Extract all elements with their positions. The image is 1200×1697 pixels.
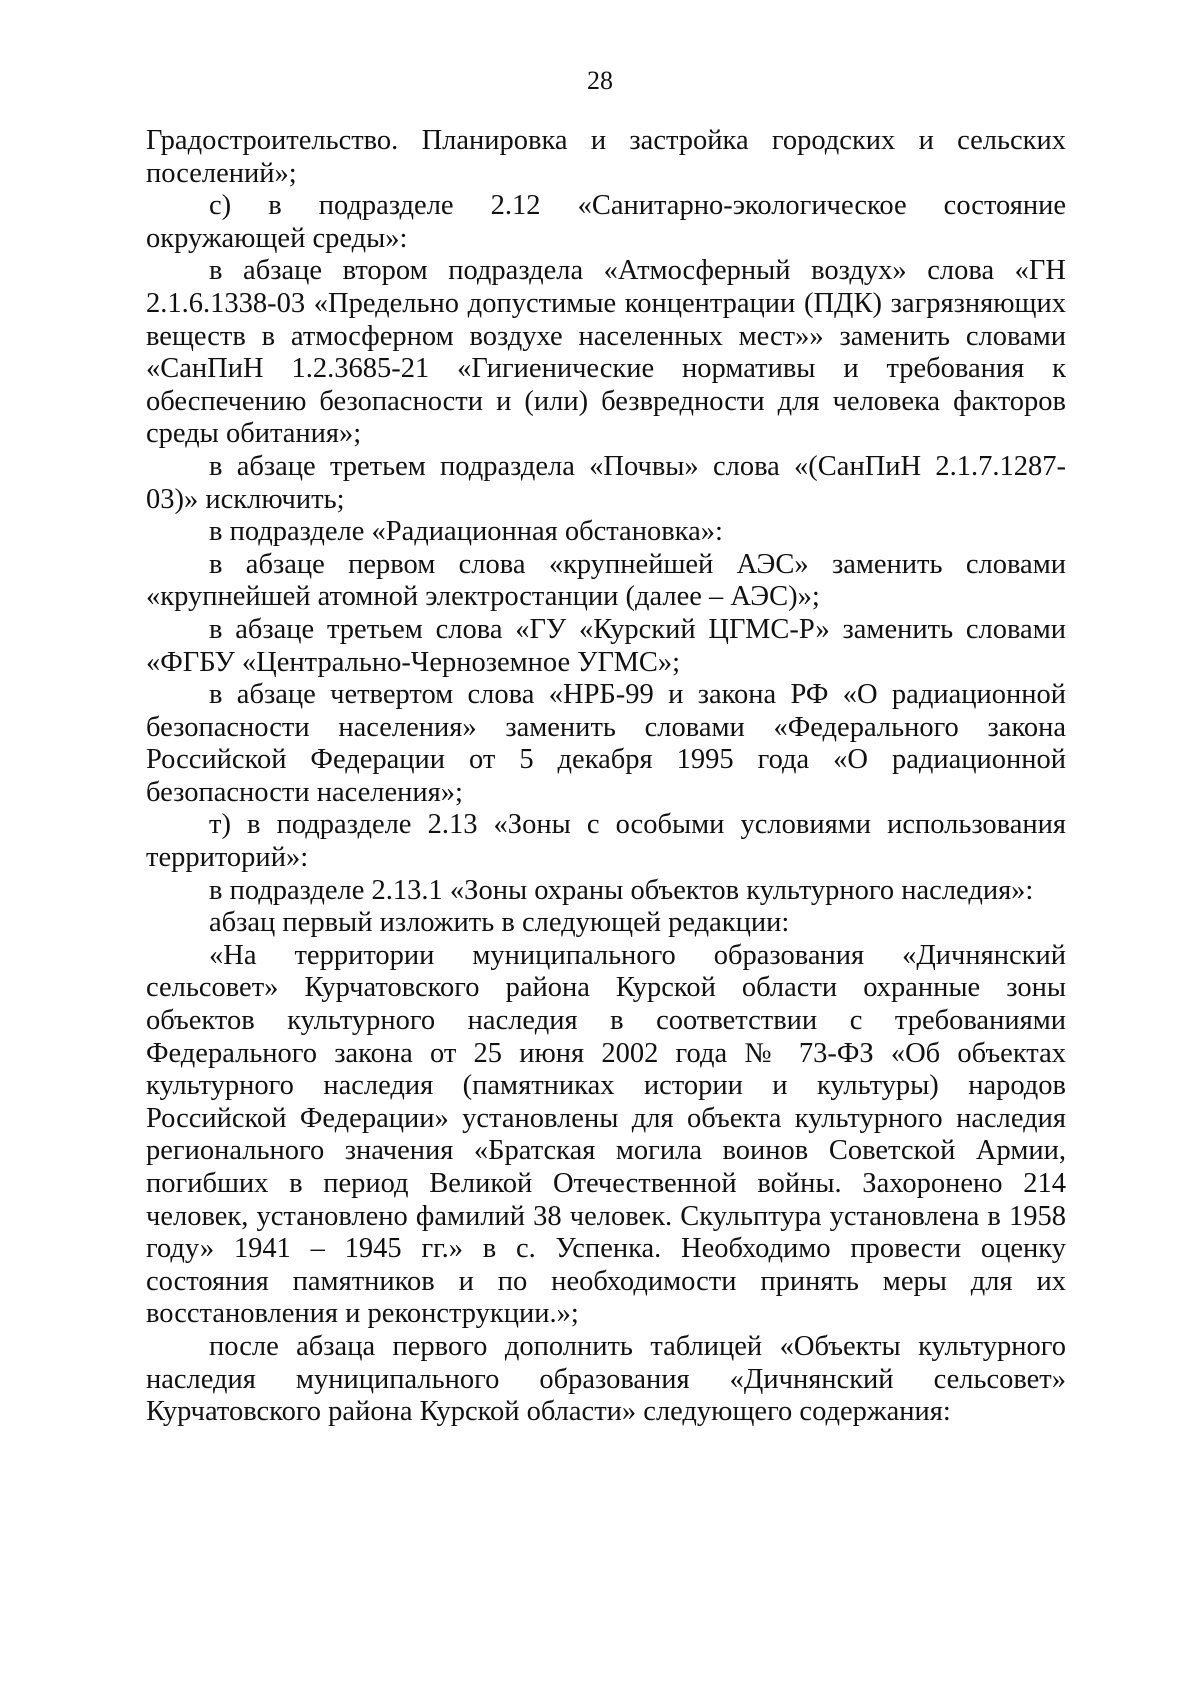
paragraph-9: т) в подразделе 2.13 «Зоны с особыми условиями использования территорий»:: [146, 809, 1066, 874]
paragraph-1: Градостроительство. Планировка и застройка городских и сельских поселений»;: [146, 125, 1066, 189]
paragraph-8: в абзаце четвертом слова «НРБ-99 и закона РФ «О радиационной безопасности населения» заменить словами «Федерального закона Российской Федерации от 5 декабря 1995 года «О радиационной безопасности населения»;: [146, 679, 1066, 808]
paragraph-4: в абзаце третьем подраздела «Почвы» слова «(СанПиН 2.1.7.1287-03)» исключить;: [146, 450, 1066, 515]
paragraph-10: в подразделе 2.13.1 «Зоны охраны объектов культурного наследия»:: [209, 874, 1034, 906]
paragraph-11: абзац первый изложить в следующей редакции:: [209, 907, 790, 939]
paragraph-6: в абзаце первом слова «крупнейшей АЭС» заменить словами «крупнейшей атомной электростанции (далее – АЭС)»;: [146, 548, 1066, 613]
document-body: [146, 125, 1066, 1429]
paragraph-12: «На территории муниципального образования «Дичнянский сельсовет» Курчатовского района Курской области охранные зоны объектов культурного наследия в соответствии с требованиями Федерального закона от 25 июня 2002 года № 73-ФЗ «Об объектах культурного наследия (памятниках истории и культуры) народов Российской Федерации» установлены для объекта культурного наследия регионального значения «Братская могила воинов Советской Армии, погибших в период Великой Отечественной войны. Захоронено 214 человек, установлено фамилий 38 человек. Скульптура установлена в 1958 году» 1941 – 1945 гг.» в с. Успенка. Необходимо провести оценку состояния памятников и по необходимости принять меры для их восстановления и реконструкции.»;: [146, 939, 1066, 1330]
paragraph-2: с) в подразделе 2.12 «Санитарно-экологическое состояние окружающей среды»:: [146, 190, 1066, 254]
paragraph-7: в абзаце третьем слова «ГУ «Курский ЦГМС-Р» заменить словами «ФГБУ «Центрально-Черноземное УГМС»;: [146, 613, 1066, 678]
paragraph-5: в подразделе «Радиационная обстановка»:: [209, 516, 723, 548]
paragraph-13: после абзаца первого дополнить таблицей «Объекты культурного наследия муниципального образования «Дичнянский сельсовет» Курчатовского района Курской области» следующего содержания:: [146, 1330, 1066, 1428]
page-number: 28: [587, 66, 613, 95]
paragraph-3: в абзаце втором подраздела «Атмосферный воздух» слова «ГН 2.1.6.1338-03 «Предельно допустимые концентрации (ПДК) загрязняющих веществ в атмосферном воздухе населенных мест»» заменить словами «СанПиН 1.2.3685-21 «Гигиенические нормативы и требования к обеспечению безопасности и (или) безвредности для человека факторов среды обитания»;: [146, 255, 1066, 450]
